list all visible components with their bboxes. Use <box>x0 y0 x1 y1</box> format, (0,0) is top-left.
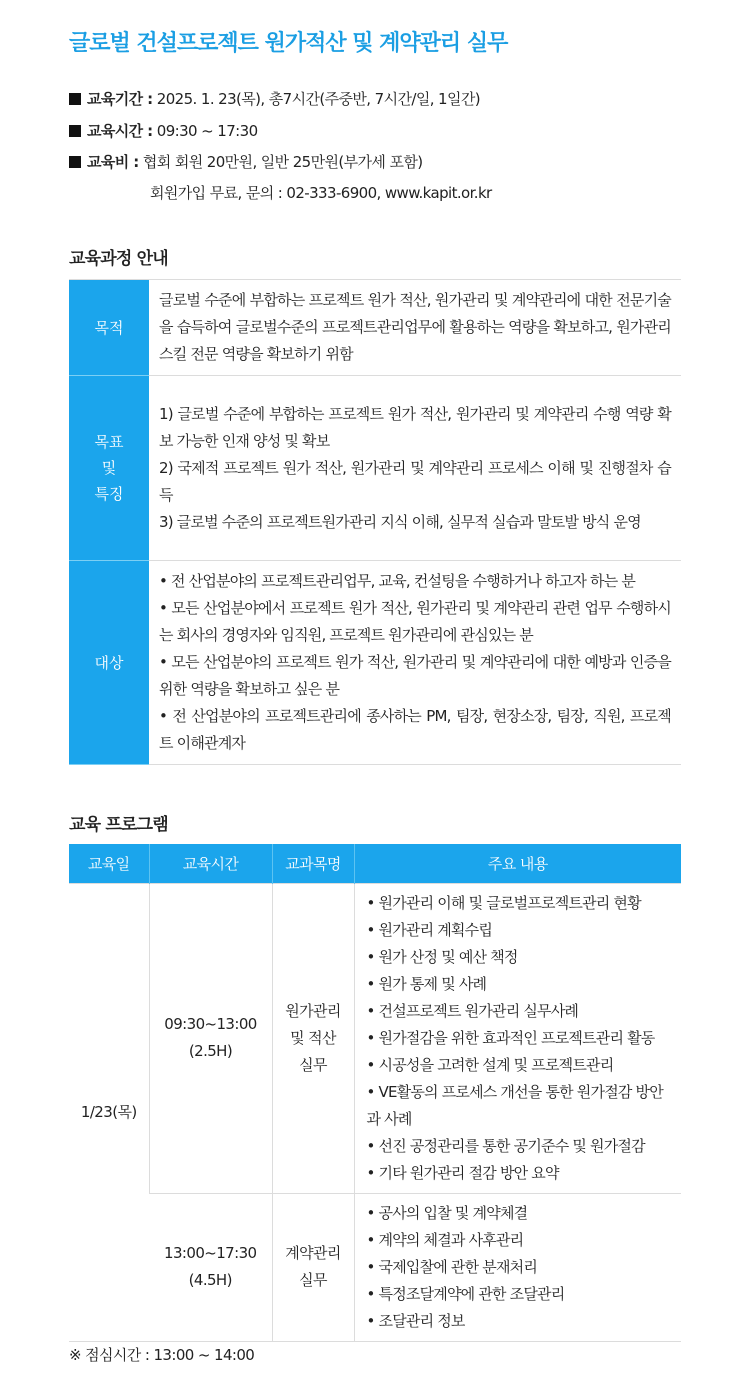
square-bullet-icon <box>69 156 81 168</box>
guide-head: 목표 및 특징 <box>69 376 149 561</box>
guide-head: 대상 <box>69 561 149 765</box>
guide-row-purpose <box>69 280 681 376</box>
guide-body: 1) 글로벌 수준에 부합하는 프로젝트 원가 적산, 원가관리 및 계약관리 수행 역량 확보 가능한 인재 양성 및 확보 2) 국제적 프로젝트 원가 적산, 원가관리 및 계약관리 프로세스 이해 및 진행절차 습득 3) 글로벌 수준의 프로젝트원가관리 지식 이해, 실무적 실습과 말토발 방식 운영 <box>149 376 681 561</box>
content-item: • 특정조달계약에 관한 조달관리 <box>366 1284 565 1303</box>
program-header-row <box>69 844 681 883</box>
info-fee <box>69 151 423 172</box>
session-time: 13:00~17:30 (4.5H) <box>149 1193 272 1341</box>
header-subject: 교과목명 <box>272 844 354 883</box>
content-item: • 건설프로젝트 원가관리 실무사례 <box>366 1001 579 1020</box>
header-content: 주요 내용 <box>354 844 681 883</box>
content-item: • 조달관리 정보 <box>366 1311 465 1330</box>
period-value: 2025. 1. 23(목), 총7시간(주중반, 7시간/일, 1일간) <box>156 90 481 108</box>
guide-head: 목적 <box>69 280 149 376</box>
content-item: • 공사의 입찰 및 계약체결 <box>366 1203 528 1222</box>
session-content <box>354 883 681 1193</box>
content-item: • 원가절감을 위한 효과적인 프로젝트관리 활동 <box>366 1028 655 1047</box>
content-item: • 원가관리 이해 및 글로벌프로젝트관리 현황 <box>366 893 641 912</box>
header-time: 교육시간 <box>149 844 272 883</box>
program-row-2 <box>69 1193 681 1341</box>
guide-body: • 전 산업분야의 프로젝트관리업무, 교육, 컨설팅을 수행하거나 하고자 하는 분 • 모든 산업분야에서 프로젝트 원가 적산, 원가관리 및 계약관리 관련 업무 수행하시는 회사의 경영자와 임직원, 프로젝트 원가관리에 관심있는 분 • 모든 산업분야의 프로젝트 원가 적산, 원가관리 및 계약관리에 대한 예방과 인증을 위한 역량을 확보하고 싶은 분 • 전 산업분야의 프로젝트관리에 종사하는 PM, 팀장, 현장소장, 팀장, 직원, 프로젝트 이해관계자 <box>149 561 681 765</box>
content-item: • 원가관리 계획수립 <box>366 920 493 939</box>
fee-value: 협회 회원 20만원, 일반 25만원(부가세 포함) <box>142 153 423 171</box>
program-row-1 <box>69 883 681 1193</box>
session-time: 09:30~13:00 (2.5H) <box>149 883 272 1193</box>
header-date: 교육일 <box>69 844 149 883</box>
content-item: • 원가 통제 및 사례 <box>366 974 487 993</box>
program-title: 교육 프로그램 <box>69 815 168 835</box>
session-content <box>354 1193 681 1341</box>
time-value: 09:30 ~ 17:30 <box>156 122 258 140</box>
guide-body: 글로벌 수준에 부합하는 프로젝트 원가 적산, 원가관리 및 계약관리에 대한 전문기술을 습득하여 글로벌수준의 프로젝트관리업무에 활용하는 역량을 확보하고, 원가관리 스킬 전문 역량을 확보하기 위함 <box>149 280 681 376</box>
guide-title: 교육과정 안내 <box>69 249 168 269</box>
time-label: 교육시간 : <box>87 122 153 140</box>
content-item: • 원가 산정 및 예산 책정 <box>366 947 518 966</box>
square-bullet-icon <box>69 125 81 137</box>
info-period <box>69 88 480 109</box>
fee-note: 회원가입 무료, 문의 : 02-333-6900, www.kapit.or.kr <box>150 184 492 202</box>
content-item: • 기타 원가관리 절감 방안 요약 <box>366 1163 559 1182</box>
fee-label: 교육비 : <box>87 153 139 171</box>
content-item: • VE활동의 프로세스 개선을 통한 원가절감 방안과 사례 <box>366 1082 663 1128</box>
square-bullet-icon <box>69 93 81 105</box>
session-subject: 계약관리 실무 <box>272 1193 354 1341</box>
page-title: 글로벌 건설프로젝트 원가적산 및 계약관리 실무 <box>69 31 508 56</box>
info-time <box>69 120 258 141</box>
guide-row-goals <box>69 376 681 561</box>
content-item: • 국제입찰에 관한 분재처리 <box>366 1257 538 1276</box>
content-item: • 시공성을 고려한 설계 및 프로젝트관리 <box>366 1055 614 1074</box>
content-item: • 선진 공정관리를 통한 공기준수 및 원가절감 <box>366 1136 645 1155</box>
program-date: 1/23(목) <box>69 883 149 1341</box>
lunch-note: ※ 점심시간 : 13:00 ~ 14:00 <box>69 1346 255 1364</box>
session-subject: 원가관리 및 적산 실무 <box>272 883 354 1193</box>
content-item: • 계약의 체결과 사후관리 <box>366 1230 524 1249</box>
period-label: 교육기간 : <box>87 90 153 108</box>
guide-row-target <box>69 561 681 765</box>
program-table <box>69 844 681 1342</box>
guide-table <box>69 279 681 765</box>
